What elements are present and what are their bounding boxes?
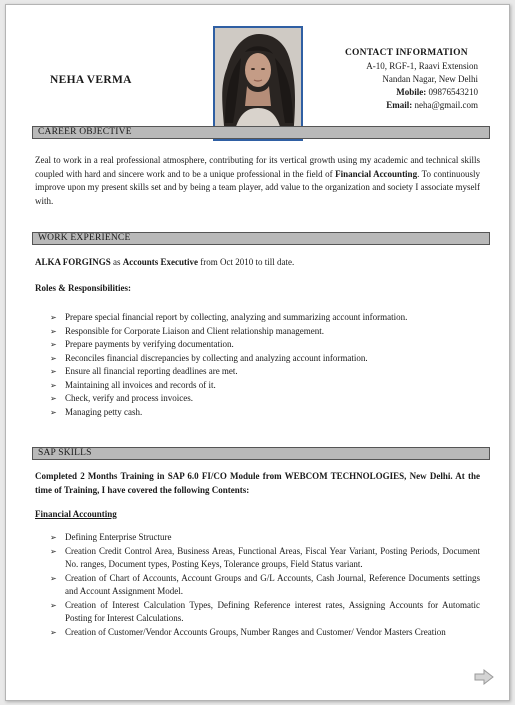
list-item: ➢ Ensure all financial reporting deadlines are met. [50, 365, 480, 379]
list-item: ➢ Maintaining all invoices and records of it. [50, 379, 480, 393]
mobile-label: Mobile: [396, 87, 427, 97]
sap-intro: Completed 2 Months Training in SAP 6.0 FI/CO Module from WEBCOM TECHNOLOGIES, New Delhi. At the time of Training, I have covered the following Contents: [35, 471, 480, 495]
list-item: ➢ Creation of Customer/Vendor Accounts Groups, Number Ranges and Customer/ Vendor Masters Creation [50, 626, 480, 640]
list-item: ➢ Creation Credit Control Area, Business Areas, Functional Areas, Fiscal Year Variant, Posting Periods, Document No. ranges, Document types, Posting Keys, Tolerance groups, Field Status variant. [50, 545, 480, 572]
resume-page [5, 4, 510, 701]
sap-topics-list [50, 531, 480, 639]
roles-heading: Roles & Responsibilities: [35, 283, 132, 293]
list-item: ➢ Managing petty cash. [50, 406, 480, 420]
list-item: ➢ Creation of Interest Calculation Types, Defining Reference interest rates, Assigning Accounts for Automatic Posting for Interest Calculations. [50, 599, 480, 626]
financial-accounting-heading: Financial Accounting [35, 509, 117, 519]
email-line [306, 99, 478, 112]
contact-title: CONTACT INFORMATION [345, 48, 468, 58]
work-employer-line [35, 256, 480, 270]
list-item: ➢ Defining Enterprise Structure [50, 531, 480, 545]
job-title: Accounts Executive [122, 257, 199, 267]
candidate-name: NEHA VERMA [50, 74, 132, 86]
list-item: ➢ Creation of Chart of Accounts, Account Groups and G/L Accounts, Cash Journal, Reference Documents settings and Account Assignment Model. [50, 572, 480, 599]
work-as: as [110, 257, 123, 267]
email-label: Email: [386, 100, 413, 110]
list-item: ➢ Responsible for Corporate Liaison and Client relationship management. [50, 325, 480, 339]
mobile-line [306, 86, 478, 99]
list-item: ➢ Prepare payments by verifying documentation. [50, 338, 480, 352]
company-name: ALKA FORGINGS [35, 257, 111, 267]
work-period: from Oct 2010 to till date. [198, 257, 295, 267]
career-text-part2: . To continuously improve upon my present skills set and by being a team player, add value to the organization and society I associate myself with. [35, 168, 480, 206]
email-value: neha@gmail.com [414, 100, 478, 110]
arrow-right-icon[interactable] [474, 669, 494, 685]
address-line-1: A-10, RGF-1, Raavi Extension [366, 61, 478, 71]
career-text-part1: Zeal to work in a real professional atmosphere, contributing for its vertical growth using my academic and technical skills coupled with hard and sincere work and to be a unique professional in the field of [35, 155, 480, 179]
profile-photo [213, 26, 303, 141]
work-experience-heading: WORK EXPERIENCE [32, 232, 490, 245]
mobile-value: 09876543210 [428, 87, 478, 97]
contact-information [306, 47, 478, 112]
address-line-2: Nandan Nagar, New Delhi [382, 74, 478, 84]
responsibilities-list [50, 311, 480, 419]
career-objective-text [35, 154, 480, 208]
list-item: ➢ Check, verify and process invoices. [50, 392, 480, 406]
list-item: ➢ Prepare special financial report by collecting, analyzing and summarizing account information. [50, 311, 480, 325]
career-objective-heading: CAREER OBJECTIVE [32, 126, 490, 139]
career-text-highlight: Financial Accounting [335, 168, 418, 179]
list-item: ➢ Reconciles financial discrepancies by collecting and analyzing account information. [50, 352, 480, 366]
sap-skills-heading: SAP SKILLS [32, 447, 490, 460]
